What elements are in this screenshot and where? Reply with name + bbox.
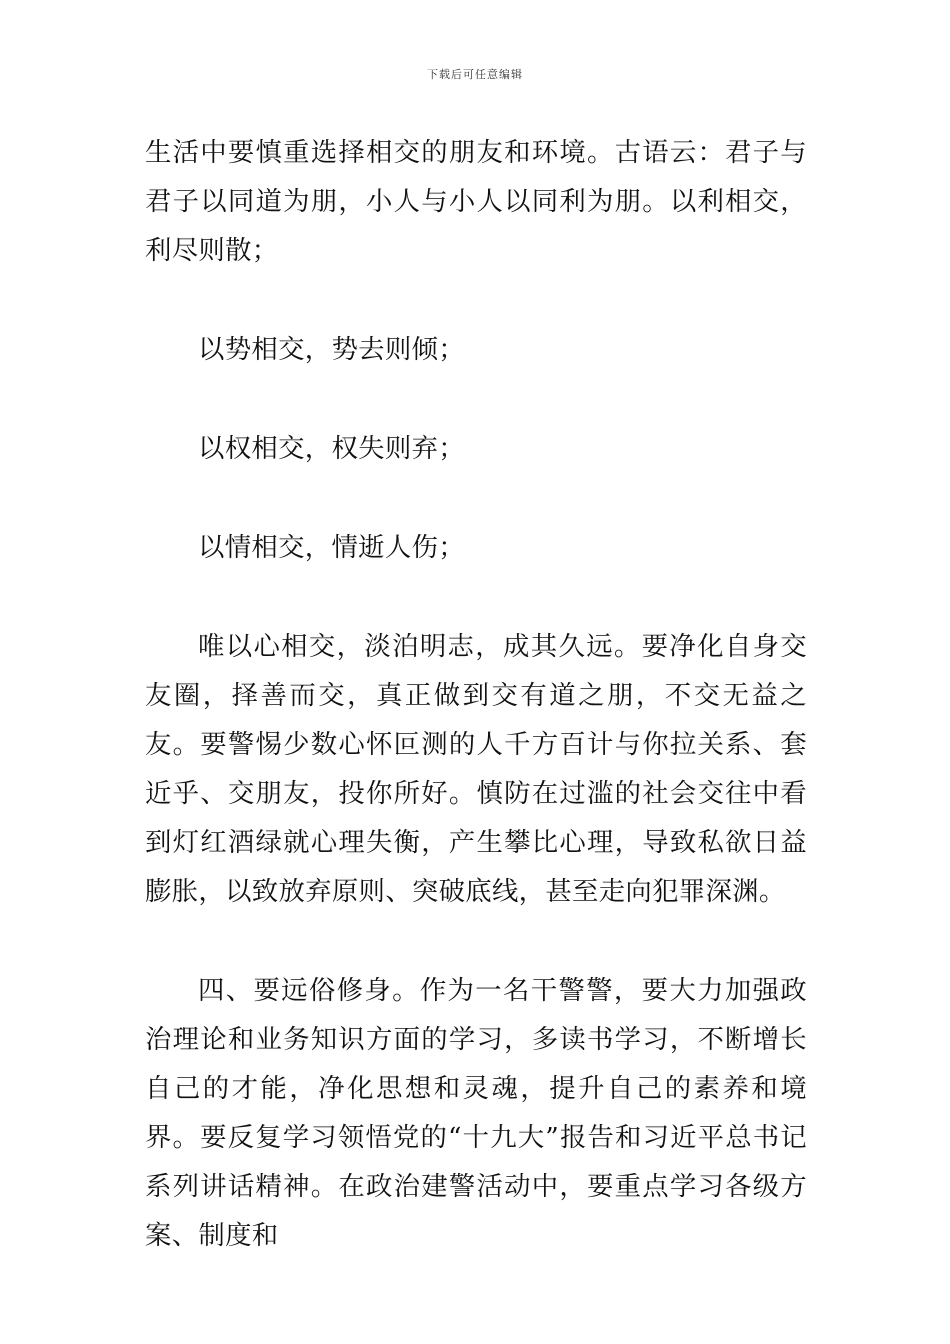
header-note: 下载后可任意编辑 (427, 68, 523, 81)
document-body (145, 128, 807, 1260)
paragraph-3: 以权相交，权失则弃； (198, 433, 465, 464)
paragraph-4: 以情相交，情逝人伤； (198, 532, 465, 563)
paragraph-1: 生活中要慎重选择相交的朋友和环境。古语云：君子与君子以同道为朋，小人与小人以同利为朋。以利相交，利尽则散； (145, 137, 807, 266)
paragraph-2: 以势相交，势去则倾； (198, 334, 465, 365)
paragraph-6: 四、要远俗修身。作为一名干警警，要大力加强政治理论和业务知识方面的学习，多读书学习，不断增长自己的才能，净化思想和灵魂，提升自己的素养和境界。要反复学习领悟党的“十九大”报告和习近平总书记系列讲话精神。在政治建警活动中，要重点学习各级方案、制度和 (145, 975, 807, 1251)
paragraph-5: 唯以心相交，淡泊明志，成其久远。要净化自身交友圈，择善而交，真正做到交有道之朋，不交无益之友。要警惕少数心怀叵测的人千方百计与你拉关系、套近乎、交朋友，投你所好。慎防在过滥的社会交往中看到灯红酒绿就心理失衡，产生攀比心理，导致私欲日益膨胀，以致放弃原则、突破底线，甚至走向犯罪深渊。 (145, 631, 807, 907)
